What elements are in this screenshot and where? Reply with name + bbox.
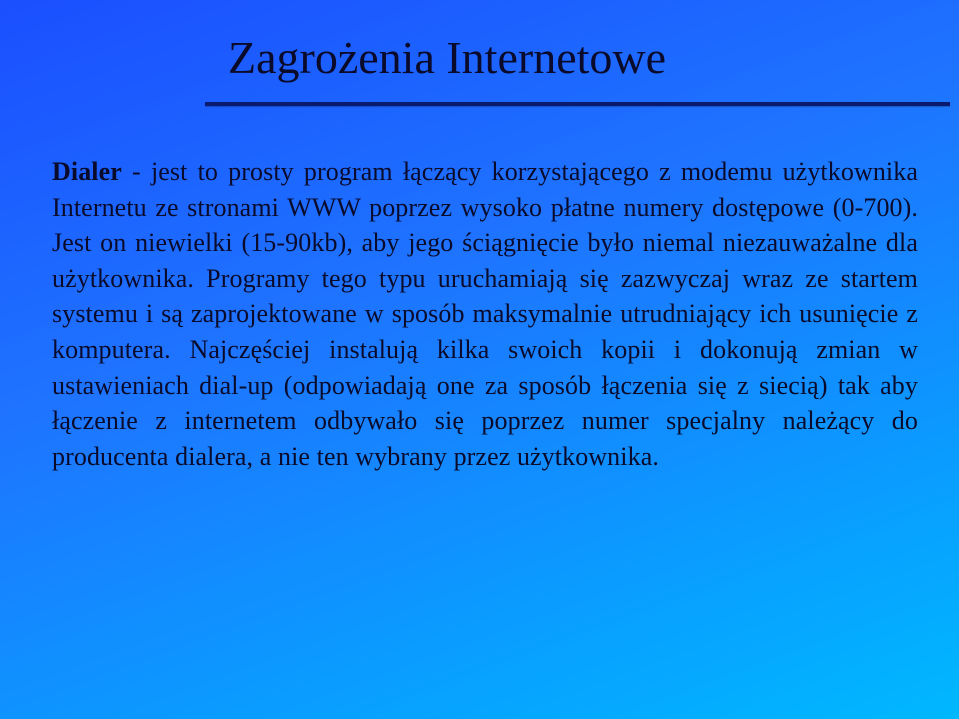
slide-body-paragraph <box>52 154 918 474</box>
slide-title: Zagrożenia Internetowe <box>228 32 667 83</box>
definition-text: - jest to prosty program łączący korzystającego z modemu użytkownika Internetu ze stronami WWW poprzez wysoko płatne numery dostępowe (0-700). Jest on niewielki (15-90kb), aby jego ściągnięcie było niemal niezauważalne dla użytkownika. Programy tego typu uruchamiają się zazwyczaj wraz ze startem systemu i są zaprojektowane w sposób maksymalnie utrudniający ich usunięcie z komputera. Najczęściej instalują kilka swoich kopii i dokonują zmian w ustawieniach dial-up (odpowiadają one za sposób łączenia się z siecią) tak aby łączenie z internetem odbywało się poprzez numer specjalny należący do producenta dialera, a nie ten wybrany przez użytkownika. <box>52 157 918 471</box>
title-divider <box>205 102 950 106</box>
definition-term: Dialer <box>52 157 122 186</box>
